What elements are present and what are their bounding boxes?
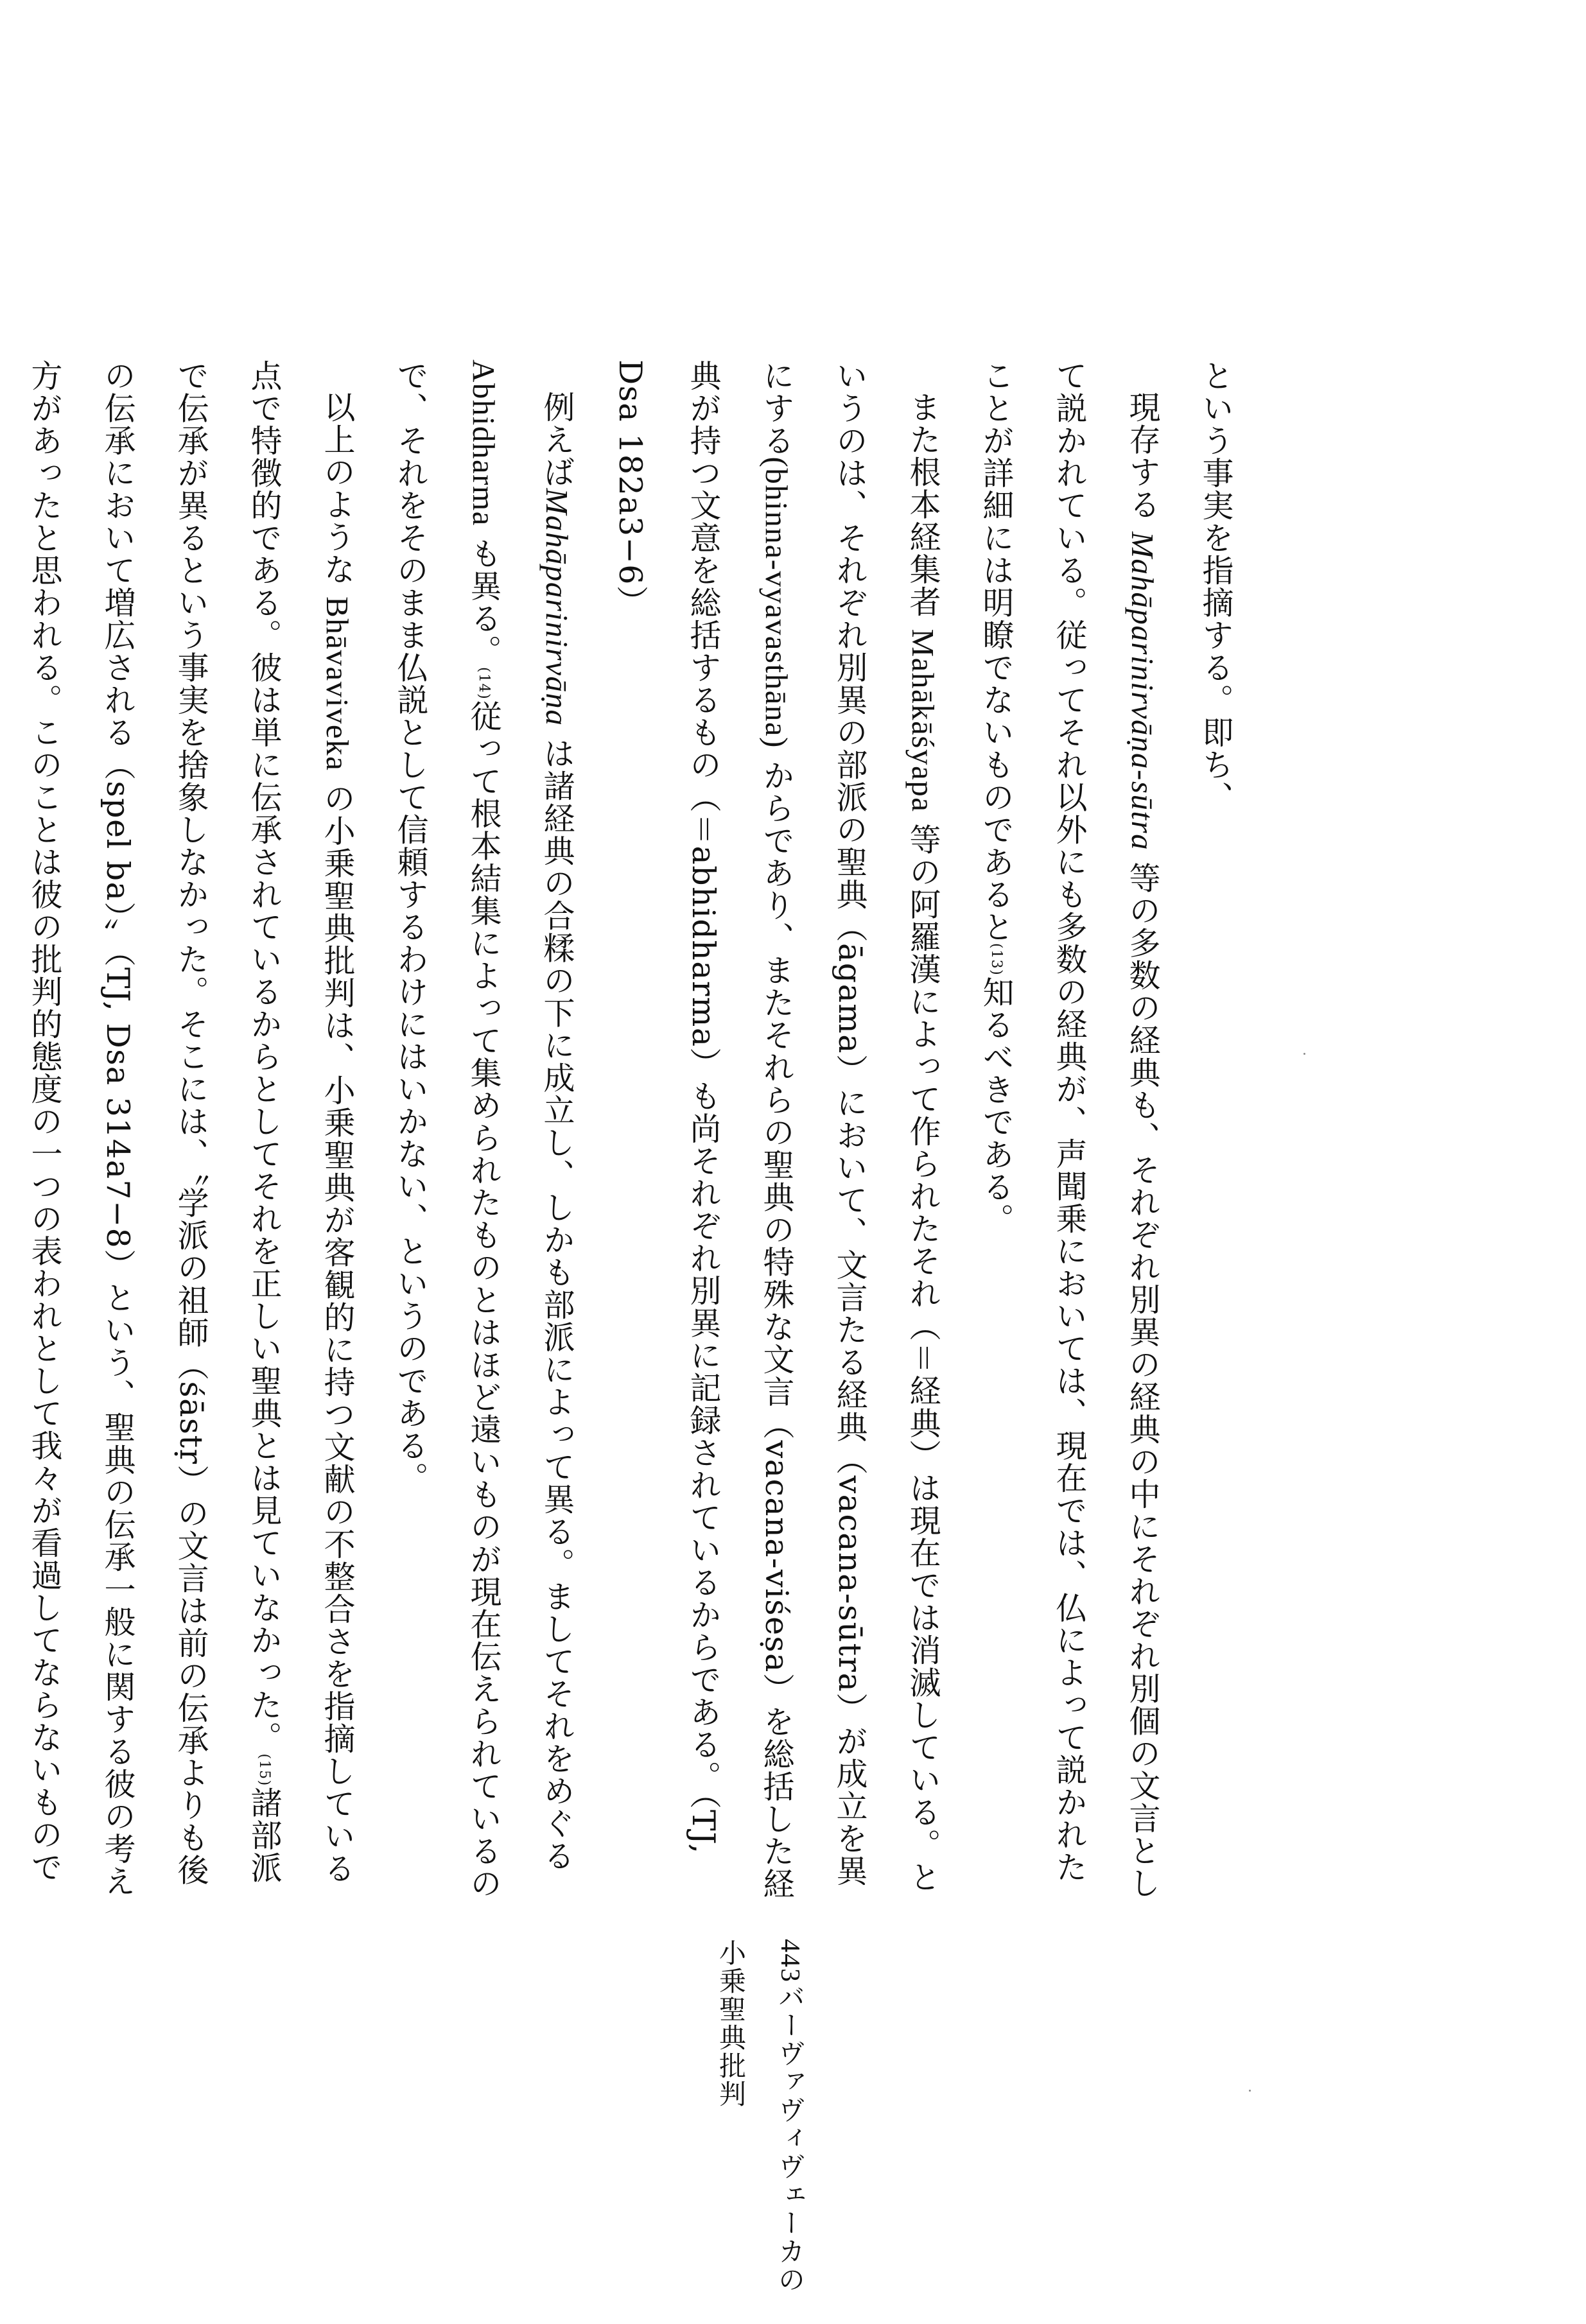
name-mahakasyapa: Mahākāśyapa — [905, 629, 941, 813]
term-abhidharma: Abhidharma — [466, 360, 501, 526]
paragraph-1 — [1179, 360, 1252, 1913]
page-footer — [715, 1939, 809, 2305]
scan-speck — [1249, 2090, 1251, 2092]
paragraph-2 — [959, 360, 1179, 1913]
scan-speck — [1303, 1053, 1305, 1055]
paragraph-3-text-c: からであり、またそれらの聖典の特殊な文言（vacana-viśeṣa）を総括した経典が持つ文意を総括するもの（＝abhidharma）も尚それぞれ別異に記録されているからである。（TJ, Dsa 182a3−6） — [612, 360, 795, 1900]
paragraph-5-text-a: 以上のような — [319, 391, 356, 585]
footnote-marker-15: (15) — [256, 1753, 272, 1787]
paragraph-5-text-c: 諸部派で伝承が異るという事実を捨象しなかった。そこには、〝学派の祖師（śāstṛ）の文言は前の伝承よりも後の伝承において増広される（spel ba）〟（TJ, Dsa 314a7−8）という、聖典の伝承一般に関する彼の考え方があったと思われる。このことは彼の批判的態度の一つの表われとして我々が看過してならないもので — [26, 360, 283, 1898]
sutra-title-mahaparinirvana-sutra: Mahāparinirvāṇa-sūtra — [1125, 532, 1160, 851]
footnote-marker-14: (14) — [476, 667, 492, 700]
paragraph-4-text-d: 従って根本結集によって集められたものとはほど遠いものが現在伝えられているので、それをそのまま仏説として信頼するわけにはいかない、というのである。 — [392, 360, 502, 1900]
paragraph-5 — [0, 360, 374, 1913]
paragraph-1-text: という事実を指摘する。即ち、 — [1198, 360, 1234, 813]
paragraph-4-text-b: は諸経典の合糅の下に成立し、しかも部派によって異る。ましてそれをめぐる — [539, 737, 575, 1873]
running-title: バーヴァヴィヴェーカの小乗聖典批判 — [715, 1939, 806, 2294]
name-bhavaviveka: Bhāvaviveka — [320, 596, 355, 772]
paragraph-5-text-b: の小乗聖典批判は、小乗聖典が客観的に持つ文献の不整合さを指摘している点で特徴的である。彼は単に伝承されているからとしてそれを正しい聖典とは見ていなかった。 — [246, 360, 356, 1885]
page-number: 443 — [775, 1939, 805, 1983]
paragraph-3-text-b: 等の阿羅漢によって作られたそれ（＝経典）は現在では消滅している。というのは、それぞれ別異の部派の聖典（āgama）において、文言たる経典（vacana-sūtra）が成立を異にする — [758, 360, 941, 1894]
term-bhinna-vyavasthana: (bhinna-vyavasthāna) — [759, 456, 794, 749]
body-text — [26, 360, 1252, 1913]
paragraph-2-text-a: 現存する — [1124, 391, 1161, 521]
paragraph-2-text-b: 等の多数の経典も、それぞれ別異の経典の中にそれぞれ別個の文言として説かれている。従ってそれ以外にも多数の経典が、声聞乗においては、現在では、仏によって説かれたことが詳細には明瞭でないものであると — [978, 360, 1161, 1900]
paragraph-4 — [374, 360, 593, 1913]
sutra-title-mahaparinirvana: Mahāparinirvāṇa — [539, 488, 575, 727]
paragraph-3-text-a: また根本経集者 — [905, 391, 941, 618]
footnote-marker-13: (13) — [988, 943, 1004, 976]
paragraph-4-text-c: も異る。 — [466, 537, 502, 668]
paragraph-2-text-c: 知るべきである。 — [978, 976, 1015, 1236]
paragraph-4-text-a: 例えば — [539, 391, 575, 489]
paragraph-3 — [593, 360, 959, 1913]
